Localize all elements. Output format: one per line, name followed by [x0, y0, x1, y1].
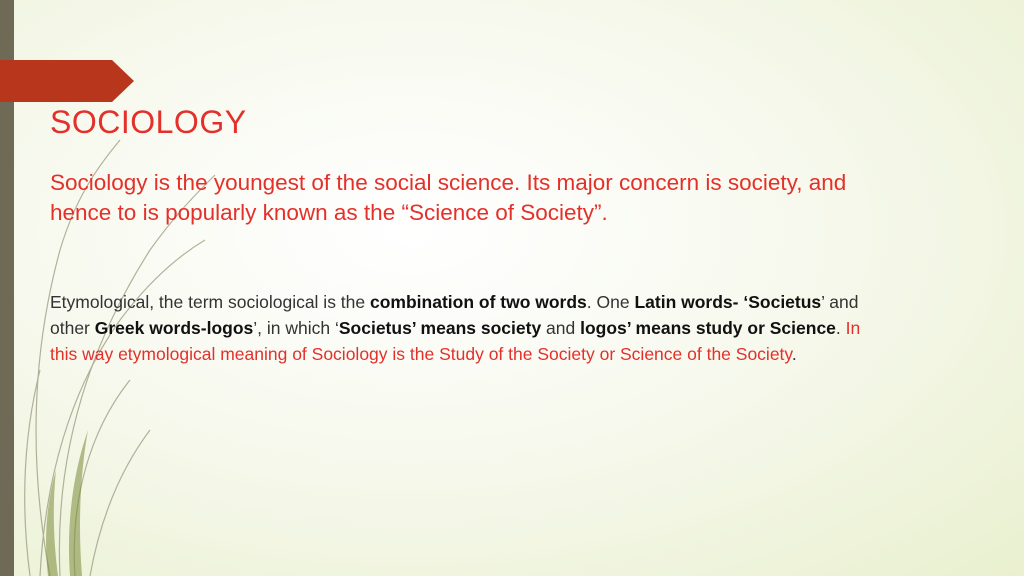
etym-text: . — [835, 318, 846, 338]
etym-text: Etymological, the term sociological is the — [50, 292, 370, 312]
etym-text: ’, in which ‘ — [253, 318, 339, 338]
etym-red-conclusion: In this way etymological meaning of Sociology is the Study of the Society or Science of the Society — [50, 318, 861, 364]
etymology-paragraph — [50, 289, 880, 367]
etym-text: ’ and other — [50, 292, 859, 338]
slide-title: SOCIOLOGY — [50, 104, 247, 140]
intro-paragraph: Sociology is the youngest of the social science. Its major concern is society, and hence to is popularly known as the “Science of Society”. — [50, 170, 847, 225]
etym-bold-societus: Societus’ means society — [338, 318, 542, 338]
etym-bold-combination: combination of two words — [370, 292, 587, 312]
etym-bold-logos: logos’ means study or Science — [580, 318, 836, 338]
etym-text: . One — [586, 292, 635, 312]
title-arrow-shape — [0, 60, 134, 102]
etym-bold-greek: Greek words-logos — [94, 318, 254, 338]
etym-bold-latin: Latin words- ‘Societus — [634, 292, 822, 312]
etym-text: and — [541, 318, 581, 338]
etym-text: . — [791, 344, 797, 364]
